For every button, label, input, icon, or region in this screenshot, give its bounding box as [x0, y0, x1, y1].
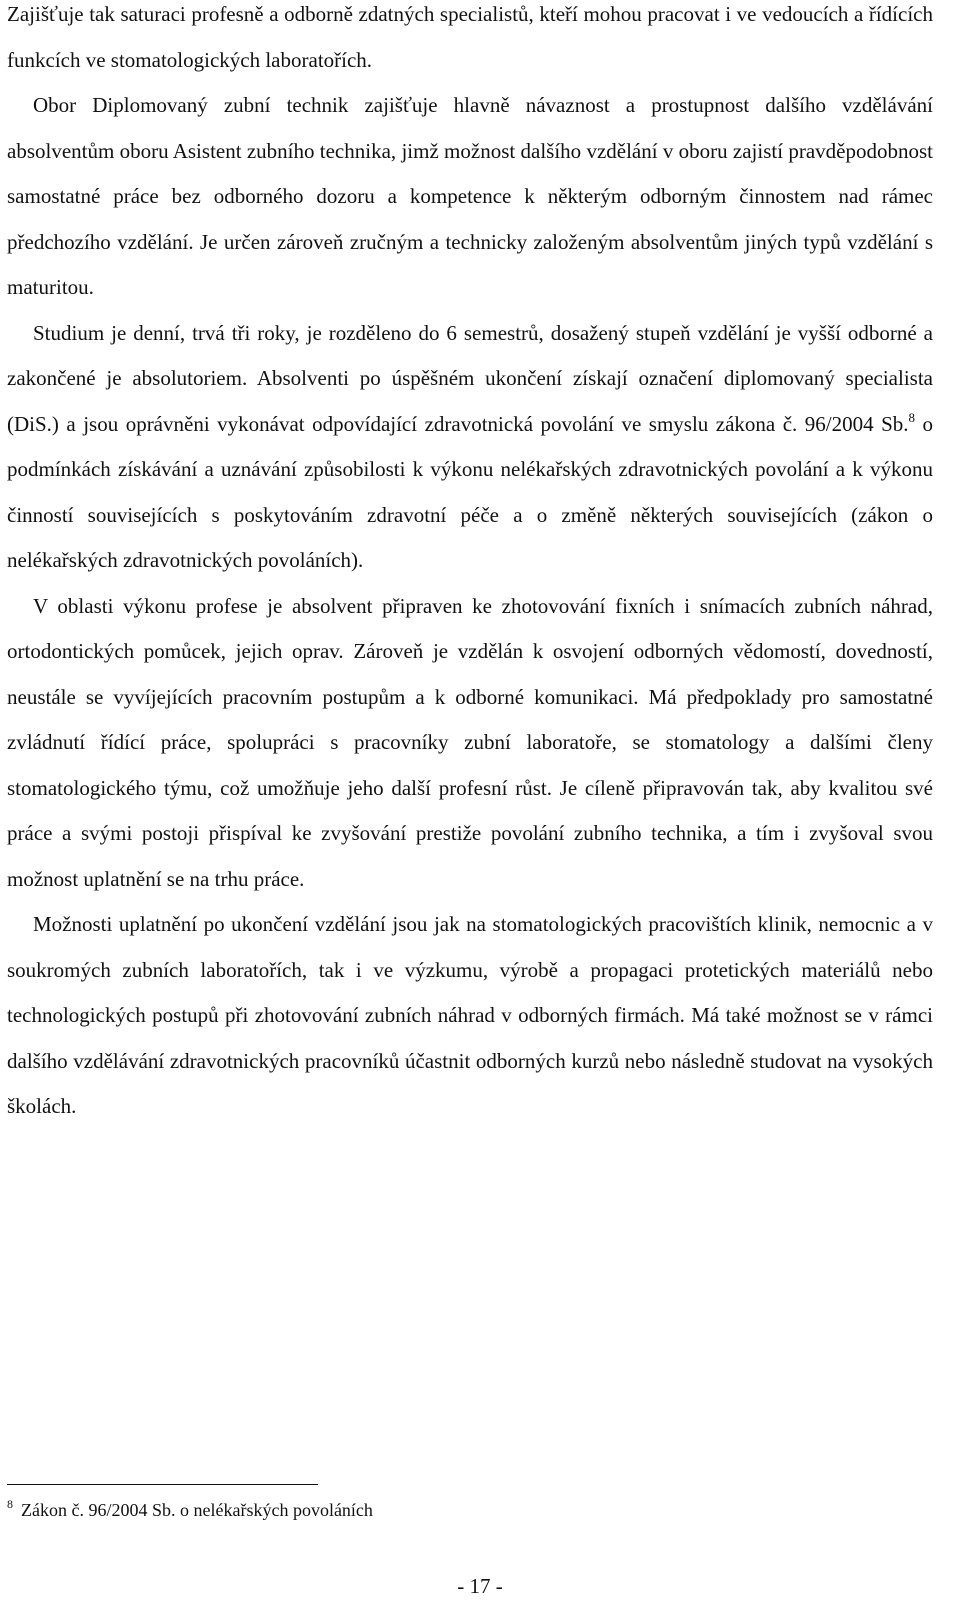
footnote-reference[interactable]: 8	[908, 409, 916, 425]
footnote	[7, 1498, 373, 1522]
paragraph-text: Studium je denní, trvá tři roky, je rozděleno do 6 semestrů, dosažený stupeň vzdělání je vyšší odborné a zakončené je absolutoriem. Absolventi po úspěšném ukončení získají označení diplomovaný specialista (DiS.) a jsou oprávněni vykonávat odpovídající zdravotnická povolání ve smyslu zákona č. 96/2004 Sb.	[7, 320, 933, 436]
paragraph-continued	[7, 0, 933, 83]
paragraph-study-details	[7, 311, 933, 584]
page-number: - 17 -	[457, 1574, 503, 1598]
paragraph-text: Možnosti uplatnění po ukončení vzdělání jsou jak na stomatologických pracovištích klinik, nemocnic a v soukromých zubních laboratořích, tak i ve výzkumu, výrobě a propagaci protetických materiálů nebo technologických postupů při zhotovování zubních náhrad v odborných firmách. Má také možnost se v rámci dalšího vzdělávání zdravotnických pracovníků účastnit odborných kurzů nebo následně studovat na vysokých školách.	[7, 912, 933, 1118]
paragraph-profession	[7, 584, 933, 903]
paragraph-text: Zajišťuje tak saturaci profesně a odborně zdatných specialistů, kteří mohou pracovat i ve vedoucích a řídících funkcích ve stomatologických laboratořích.	[7, 2, 933, 72]
paragraph-text: Obor Diplomovaný zubní technik zajišťuje hlavně návaznost a prostupnost dalšího vzdělávání absolventům oboru Asistent zubního technika, jimž možnost dalšího vzdělání v oboru zajistí pravděpodobnost samostatné práce bez odborného dozoru a kompetence k některým odborným činnostem nad rámec předchozího vzdělání. Je určen zároveň zručným a technicky založeným absolventům jiných typů vzdělání s maturitou.	[7, 93, 933, 299]
footnote-number: 8	[7, 1497, 13, 1511]
footnote-separator	[7, 1484, 318, 1485]
paragraph-employment	[7, 902, 933, 1130]
paragraph-text: V oblasti výkonu profese je absolvent připraven ke zhotovování fixních i snímacích zubních náhrad, ortodontických pomůcek, jejich oprav. Zároveň je vzdělán k osvojení odborných vědomostí, dovedností, neustále se vyvíjejících pracovním postupům a k odborné komunikaci. Má předpoklady pro samostatné zvládnutí řídící práce, spolupráci s pracovníky zubní laboratoře, se stomatology a dalšími členy stomatologického týmu, což umožňuje jeho další profesní růst. Je cíleně připravován tak, aby kvalitou své práce a svými postoji přispíval ke zvyšování prestiže povolání zubního technika, a tím i zvyšoval svou možnost uplatnění se na trhu práce.	[7, 593, 933, 891]
paragraph-diploma-program	[7, 83, 933, 311]
footnote-text: Zákon č. 96/2004 Sb. o nelékařských povoláních	[21, 1500, 373, 1520]
document-page	[7, 0, 933, 1130]
paragraph-text: o podmínkách získávání a uznávání způsobilosti k výkonu nelékařských zdravotnických povolání a k výkonu činností souvisejících s poskytováním zdravotní péče a o změně některých souvisejících (zákon o nelékařských zdravotnických povoláních).	[7, 411, 934, 572]
